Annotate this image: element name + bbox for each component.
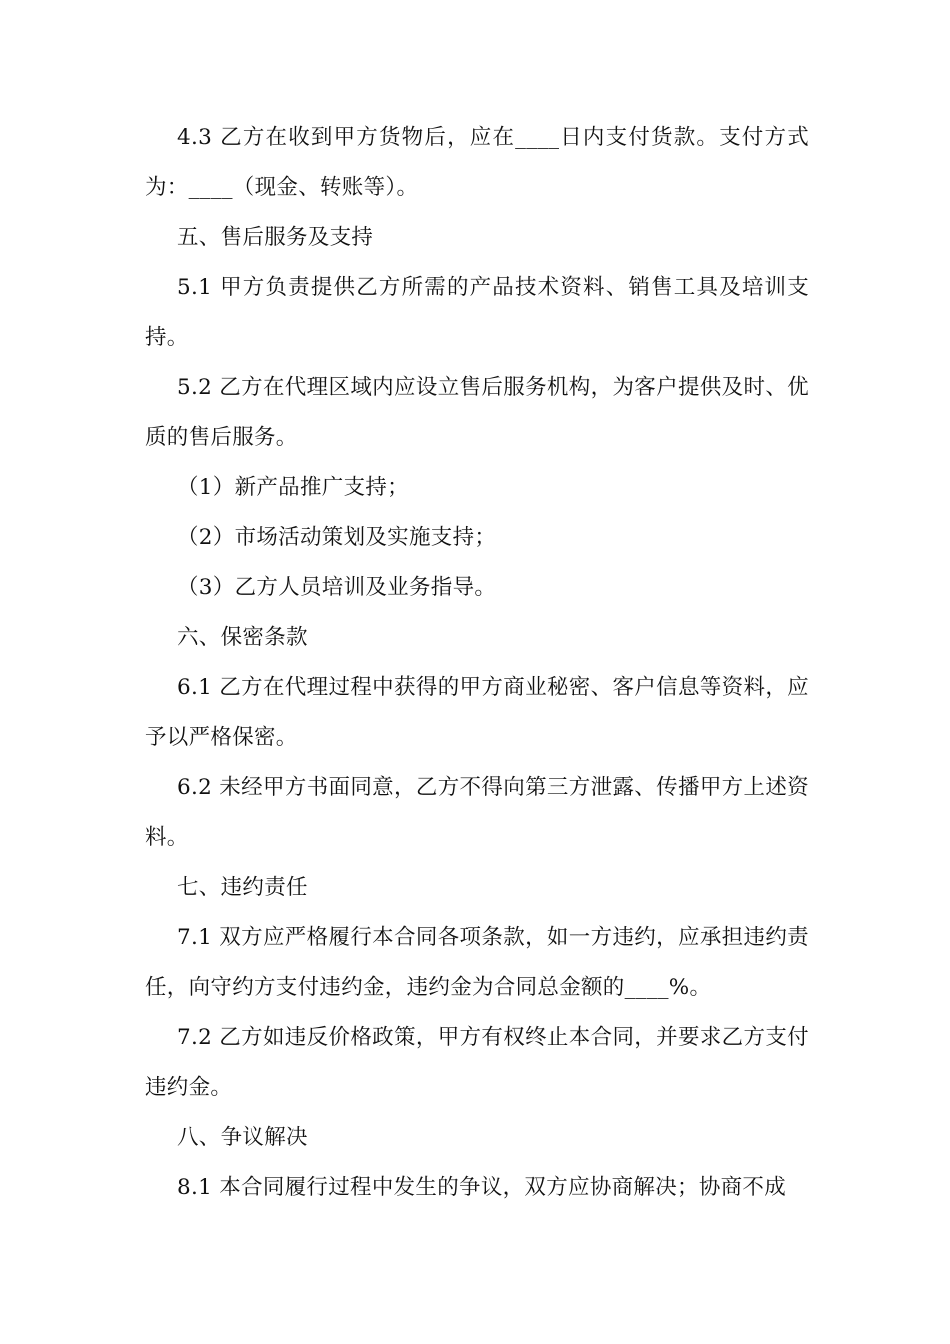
clause-4-3: 4.3 乙方在收到甲方货物后，应在____日内支付货款。支付方式为：____（现金、转账等）。 [145, 125, 809, 200]
clause-5-2: 5.2 乙方在代理区域内应设立售后服务机构，为客户提供及时、优质的售后服务。 [145, 375, 809, 450]
list-item-1: （1）新产品推广支持； [177, 475, 409, 500]
section-heading-7: 七、违约责任 [177, 875, 308, 900]
section-heading-6: 六、保密条款 [177, 625, 308, 650]
clause-7-2: 7.2 乙方如违反价格政策，甲方有权终止本合同，并要求乙方支付违约金。 [145, 1025, 809, 1100]
clause-6-1: 6.1 乙方在代理过程中获得的甲方商业秘密、客户信息等资料，应予以严格保密。 [145, 675, 809, 750]
document-body [145, 113, 809, 1213]
list-item-2: （2）市场活动策划及实施支持； [177, 525, 497, 550]
list-item-3: （3）乙方人员培训及业务指导。 [177, 575, 497, 600]
clause-6-2: 6.2 未经甲方书面同意，乙方不得向第三方泄露、传播甲方上述资料。 [145, 775, 809, 850]
section-heading-8: 八、争议解决 [177, 1125, 308, 1150]
clause-7-1: 7.1 双方应严格履行本合同各项条款，如一方违约，应承担违约责任，向守约方支付违约金，违约金为合同总金额的____%。 [145, 925, 809, 1000]
section-heading-5: 五、售后服务及支持 [177, 225, 374, 250]
clause-8-1: 8.1 本合同履行过程中发生的争议，双方应协商解决；协商不成 [177, 1175, 787, 1200]
clause-5-1: 5.1 甲方负责提供乙方所需的产品技术资料、销售工具及培训支持。 [145, 275, 809, 350]
